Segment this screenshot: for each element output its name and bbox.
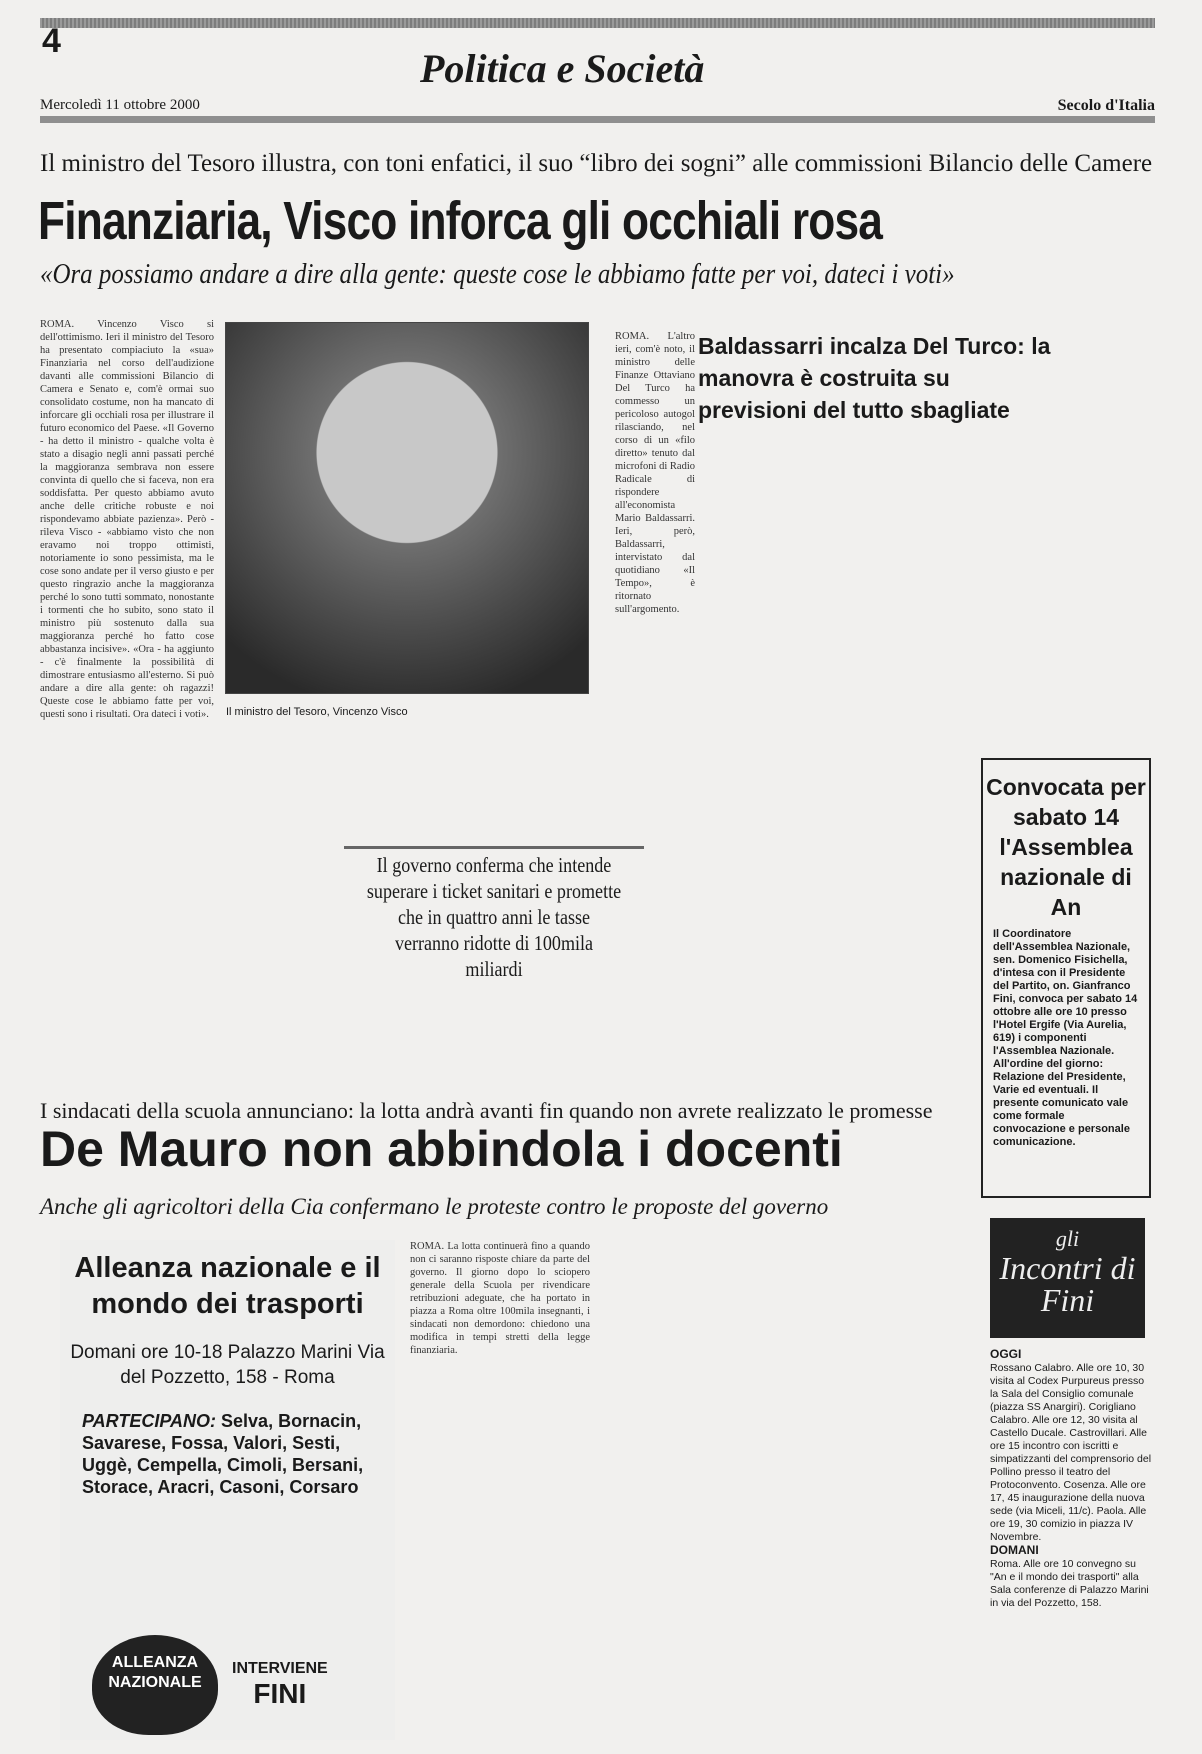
domani-label: DOMANI [990, 1543, 1039, 1557]
incontri-title: Incontri di Fini [999, 1250, 1136, 1318]
oggi-text: Rossano Calabro. Alle ore 10, 30 visita al Codex Purpureus presso la Sala del Consiglio comunale (piazza SS Anargiri). Corigliano Calabro. Alle ore 12, 30 visita al Castello Ducale. Castrovillari. Alle ore 15 incontro con iscritti e simpatizzanti del comprensorio del Pollino presso il teatro del Protoconvento. Cosenza. Alle ore 17, 45 inaugurazione della nuova sede (via Miceli, 11/c). Paola. Alle ore 19, 30 comizio in piazza IV Novembre. [990, 1362, 1152, 1543]
sidebar1-headline: Baldassarri incalza Del Turco: la manovra è costruita su previsioni del tutto sbagliate [698, 333, 1051, 423]
assembly-box [981, 758, 1151, 1198]
section-title: Politica e Società [420, 46, 705, 91]
photo-caption: Il ministro del Tesoro, Vincenzo Visco [226, 706, 408, 718]
page-number: 4 [42, 22, 61, 60]
article1-column: ROMA. Vincenzo Visco si dell'ottimismo. Ieri il ministro del Tesoro ha presentato compiaciuto la «sua» Finanziaria nel corso dell'audizione davanti alle commissioni Bilancio di Camera e Senato e, com'è ormai suo consolidato costume, non ha mancato di inforcare gli occhiali rosa per illustrare il futuro economico del Paese. «Il Governo - ha detto il ministro - qualche volta è stato a disagio negli anni passati perché la maggioranza sembrava non essere convinta di quello che si faceva, non era soddisfatta. Per questo abbiamo avuto anche delle critiche robuste e noi rispondevamo abbiate pazienza». Però - rileva Visco - «abbiamo visto che non eravamo noi troppo ottimisti, notoriamente io sono pessimista, ma le cose sono andate per il verso giusto e per questo ringrazio anche la maggioranza perché lo sono tutti sommato, nonostante i tormenti che ho subito, sono stato il ministro più sostenuto dalla sua maggioranza perché ho fatto cose abbastanza incisive». «Ora - ha aggiunto - c'è finalmente la possibilità di dimostrare entusiasmo all'esterno. Si può andare a dire alla gente: oh ragazzi! Queste cose le abbiamo fatte per voi, questi sono i risultati. Ora dateci i voti». [40, 319, 214, 720]
sidebar1-lead: ROMA. L'altro ieri, com'è noto, il ministro delle Finanze Ottaviano Del Turco ha commesso un pericoloso autogol rilasciando, nel corso di un «filo diretto» tenuto dal microfoni di Radio Radicale di rispondere all'economista Mario Baldassarri. Ieri, però, Baldassarri, intervistato dal quotidiano «Il Tempo», è ritornato sull'argomento. [615, 331, 695, 615]
ad-participants [82, 1410, 373, 1498]
article2-kicker: I sindacati della scuola annunciano: la lotta andrà avanti fin quando non avrete realizzato le promesse [40, 1098, 933, 1123]
dateline: Mercoledì 11 ottobre 2000 [40, 97, 200, 113]
article2-subhead: Anche gli agricoltori della Cia confermano le proteste contro le proposte del governo [40, 1194, 829, 1219]
top-rule [40, 18, 1155, 28]
visco-photo [225, 322, 589, 694]
incontri-schedule [990, 1348, 1155, 1610]
an-logo: ALLEANZA NAZIONALE [92, 1635, 218, 1735]
ad-title: Alleanza nazionale e il mondo dei trasporti [74, 1252, 381, 1320]
paper-name: Secolo d'Italia [1057, 97, 1155, 114]
article1-headline: Finanziaria, Visco inforca gli occhiali rosa [38, 191, 883, 251]
header-rule [40, 116, 1155, 123]
assembly-text: Il Coordinatore dell'Assemblea Nazionale, sen. Domenico Fisichella, d'intesa con il Presidente del Partito, on. Gianfranco Fini, convoca per sabato 14 ottobre alle ore 10 presso l'Hotel Ergife (Via Aurelia, 619) i componenti l'Assemblea Nazionale. All'ordine del giorno: Relazione del Presidente, Varie ed eventuali. Il presente comunicato vale come formale convocazione e personale comunicazione. [993, 928, 1138, 1148]
ad-participants-list: Selva, Bornacin, Savarese, Fossa, Valori, Sesti, Uggè, Cempella, Cimoli, Bersani, Storace, Aracri, Casoni, Corsaro [82, 1411, 364, 1497]
interviene-fini: FINI [253, 1678, 307, 1709]
ad-participants-label: PARTECIPANO: [82, 1411, 217, 1431]
article1-kicker: Il ministro del Tesoro illustra, con toni enfatici, il suo “libro dei sogni” alle commissioni Bilancio delle Camere [40, 150, 1153, 177]
transport-ad [60, 1240, 395, 1740]
incontri-gli: gli [1055, 1226, 1080, 1251]
ad-when: Domani ore 10-18 Palazzo Marini Via del Pozzetto, 158 - Roma [70, 1342, 385, 1388]
assembly-title: Convocata per sabato 14 l'Assemblea nazionale di An [986, 774, 1146, 920]
pullquote-top-rule [344, 846, 644, 849]
article1-subhead: «Ora possiamo andare a dire alla gente: queste cose le abbiamo fatte per voi, dateci i voti» [40, 258, 955, 290]
article2-headline: De Mauro non abbindola i docenti [40, 1121, 843, 1177]
incontri-header [990, 1218, 1145, 1338]
ad-interviene [232, 1660, 328, 1710]
oggi-label: OGGI [990, 1347, 1022, 1361]
domani-text: Roma. Alle ore 10 convegno su "An e il mondo dei trasporti" alla Sala conferenze di Palazzo Marini in via del Pozzetto, 158. [990, 1558, 1149, 1609]
article2-column: ROMA. La lotta continuerà fino a quando non ci saranno risposte chiare da parte del governo. Il giorno dopo lo sciopero generale della Scuola per rivendicare retribuzioni adeguate, che ha portato in piazza a Roma oltre 100mila insegnanti, i sindacati non demordono: chiedono una modifica in tempi stretti della legge finanziaria. [410, 1241, 590, 1356]
pullquote: Il governo conferma che intende superare i ticket sanitari e promette che in quattro anni le tasse verranno ridotte di 100mila miliardi [366, 853, 622, 981]
interviene-label: INTERVIENE [232, 1660, 328, 1677]
